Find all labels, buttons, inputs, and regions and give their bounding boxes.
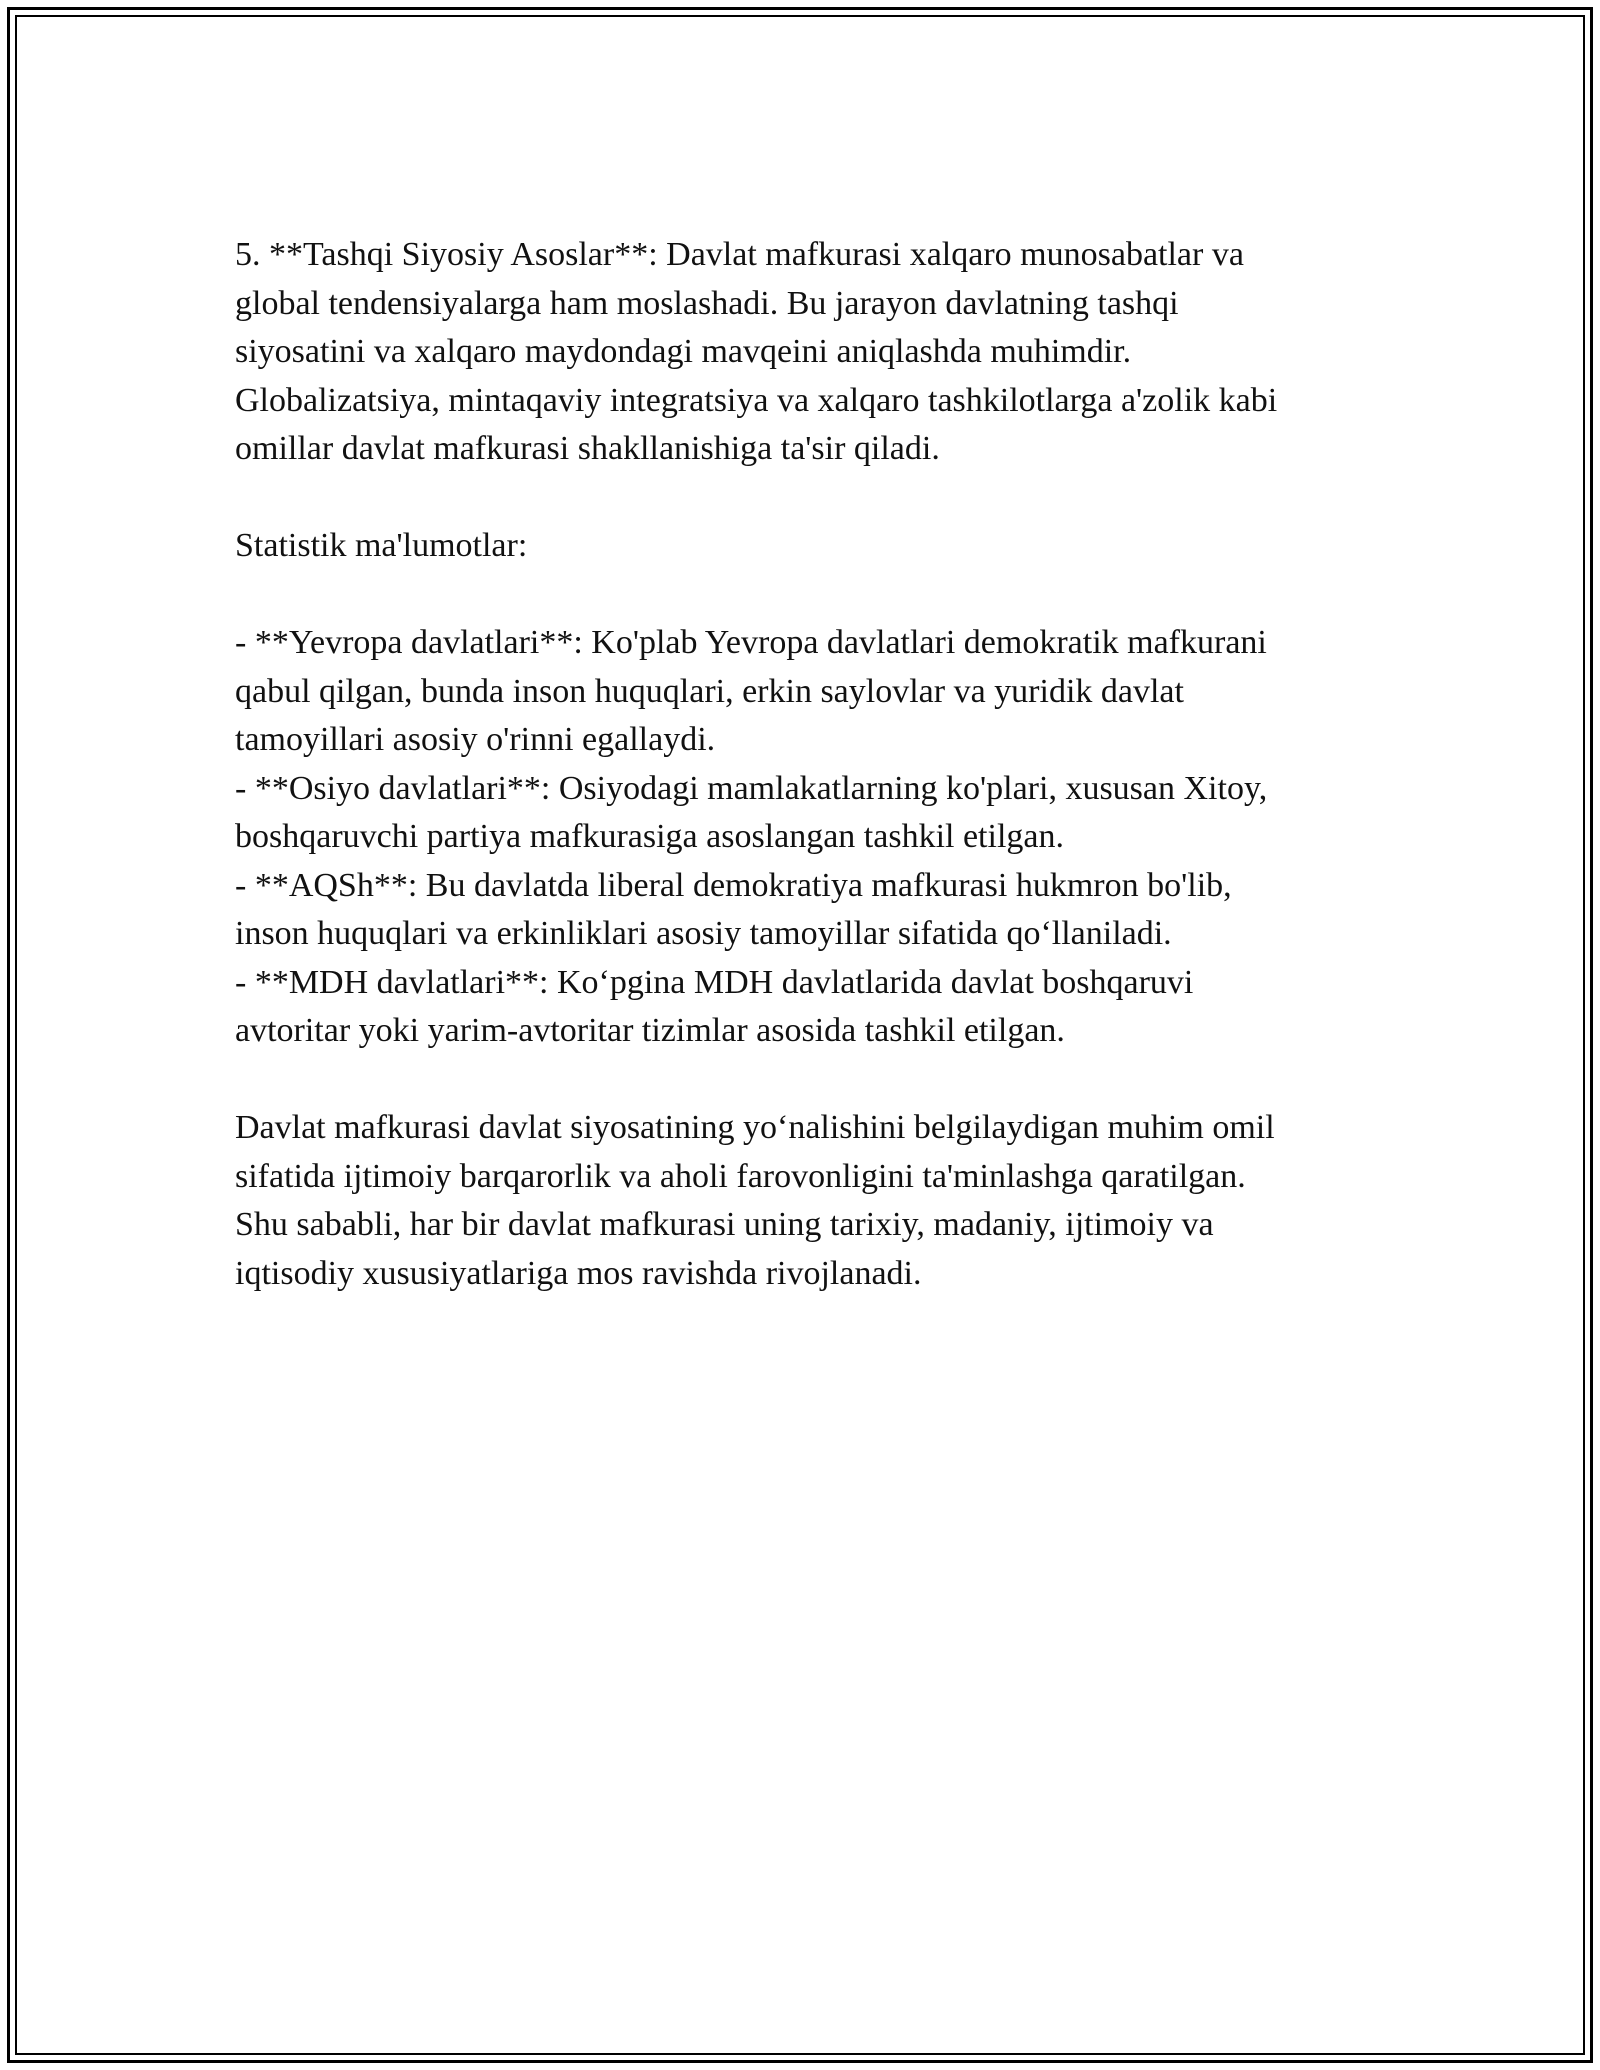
list-item-cis: - **MDH davlatlari**: Ko‘pgina MDH davlatlarida davlat boshqaruvi avtoritar yoki yarim-avtoritar tizimlar asosida tashkil etilgan. [235, 963, 1194, 1049]
paragraph-foreign-policy: 5. **Tashqi Siyosiy Asoslar**: Davlat mafkurasi xalqaro munosabatlar va global tendensiyalarga ham moslashadi. Bu jarayon davlatning tashqi siyosatini va xalqaro maydondagi mavqeini aniqlashda muhimdir. Globalizatsiya, mintaqaviy integratsiya va xalqaro tashkilotlarga a'zolik kabi omillar davlat mafkurasi shakllanishiga ta'sir qiladi. [235, 236, 1278, 467]
list-item-asia: - **Osiyo davlatlari**: Osiyodagi mamlakatlarning ko'plari, xususan Xitoy, boshqaruvchi partiya mafkurasiga asoslangan tashkil etilgan. [235, 769, 1268, 855]
paragraph-conclusion: Davlat mafkurasi davlat siyosatining yo‘nalishini belgilaydigan muhim omil sifatida ijtimoiy barqarorlik va aholi farovonligini ta'minlashga qaratilgan. Shu sababli, har bir davlat mafkurasi uning tarixiy, madaniy, ijtimoiy va iqtisodiy xususiyatlariga mos ravishda rivojlanadi. [235, 1109, 1275, 1292]
stats-list [235, 619, 1395, 1056]
list-item-usa: - **AQSh**: Bu davlatda liberal demokratiya mafkurasi hukmron bo'lib, inson huquqlari va erkinliklari asosiy tamoyillar sifatida qo‘llaniladi. [235, 866, 1232, 952]
stats-heading: Statistik ma'lumotlar: [235, 527, 528, 564]
list-item-europe: - **Yevropa davlatlari**: Ko'plab Yevropa davlatlari demokratik mafkurani qabul qilgan, bunda inson huquqlari, erkin saylovlar va yuridik davlat tamoyillari asosiy o'rinni egallaydi. [235, 624, 1267, 758]
document-body [235, 231, 1395, 1298]
